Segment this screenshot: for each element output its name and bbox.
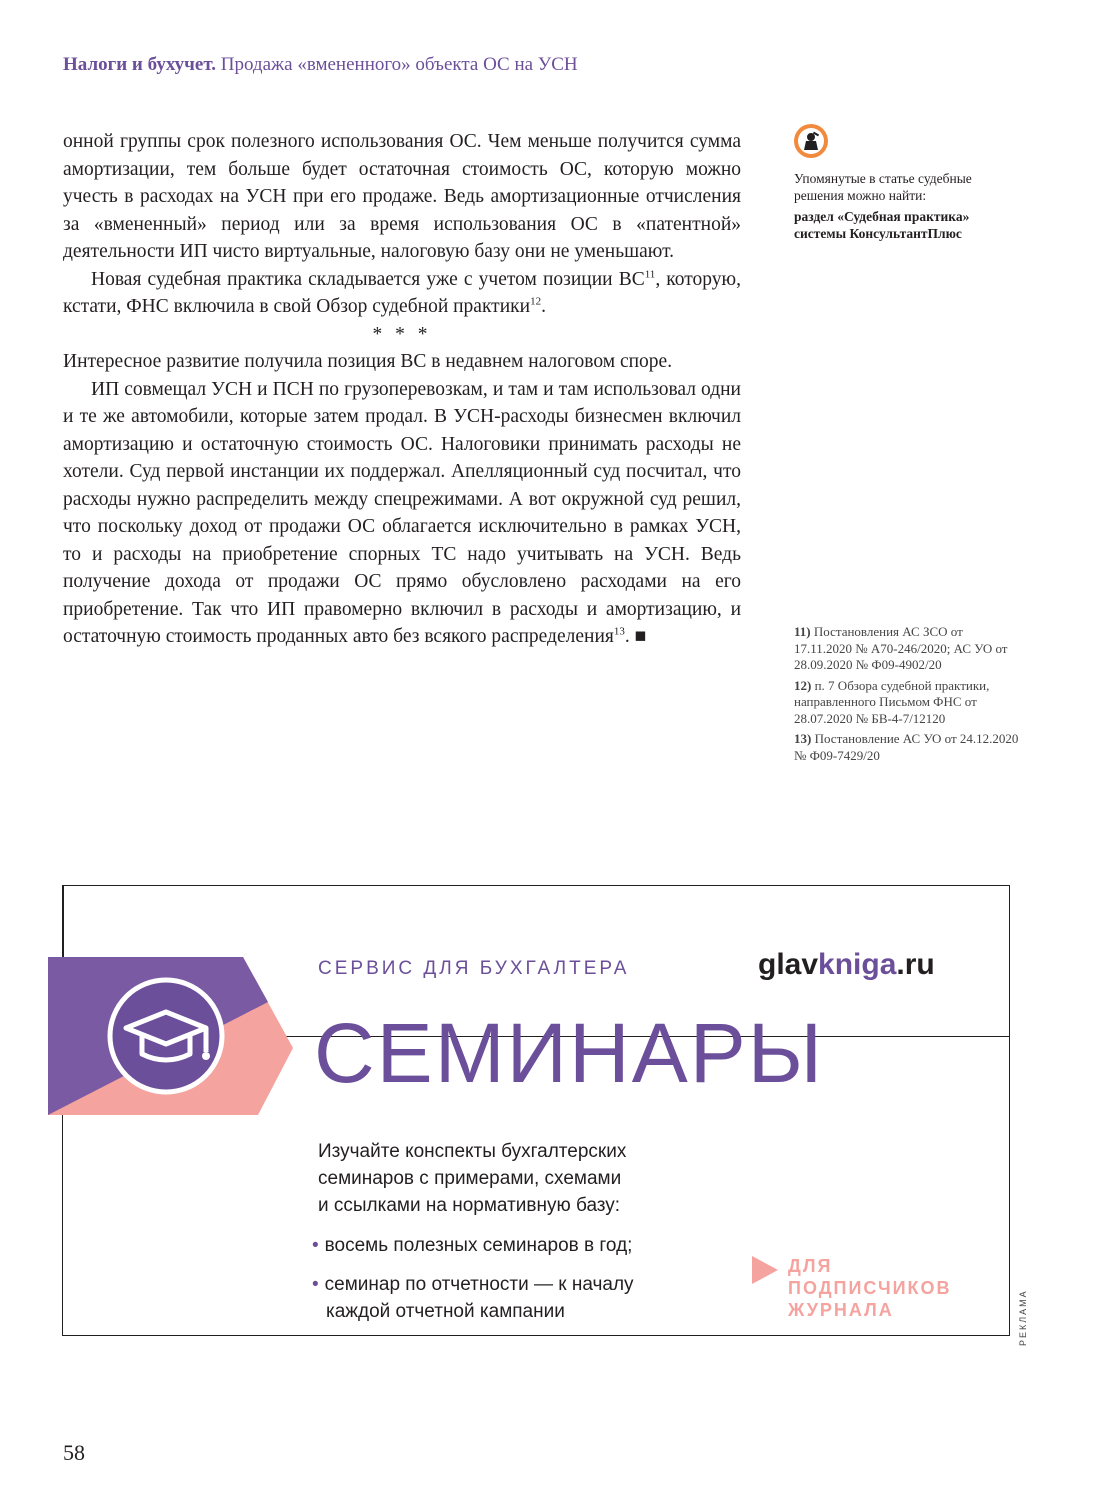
paragraph-4-end: . ■	[624, 626, 647, 647]
ad-service-label: СЕРВИС ДЛЯ БУХГАЛТЕРА	[318, 958, 630, 979]
footnote-ref-11: 11	[644, 268, 656, 280]
paragraph-3: Интересное развитие получила позиция ВС в недавнем налоговом споре.	[63, 351, 673, 372]
judge-icon	[794, 124, 828, 158]
running-header	[63, 54, 578, 76]
paragraph-4-text: ИП совмещал УСН и ПСН по грузоперевозкам, и там и там использовал одни и те же автомобили, которые затем продал. В УСН-расходы бизнесмен включил амортизацию и остаточную стоимость ОС. Налоговики принимать расходы не хотели. Суд первой инстанции их поддержал. Апелляционный суд посчитал, что расходы нужно распределить между спецрежимами. А вот окружной суд решил, что поскольку доход от продажи ОС облагается исключительно в рамках УСН, то и расходы на приобретение спорных ТС надо учитывать на УСН. Ведь получение дохода от продажи ОС прямо обусловлено расходами на его приобретение. Так что ИП правомерно включил в расходы и амортизацию, и остаточную стоимость проданных авто без всякого распределения	[63, 378, 741, 647]
site-part-1: glav	[758, 948, 819, 981]
ad-graphic	[48, 940, 293, 1140]
ad-description	[318, 1138, 626, 1219]
footnote-number: 12)	[794, 677, 812, 693]
paragraph-2-text-b: , которую, кстати, ФНС включила в свой Обзор судебной практики	[63, 268, 741, 317]
ad-desc-line: семинаров с примерами, схемами	[318, 1168, 622, 1189]
bullet-text-cont: каждой отчетной кампании	[326, 1301, 565, 1322]
footnote-ref-12: 12	[530, 295, 542, 308]
paragraph-2	[63, 266, 741, 321]
header-section: Налоги и бухучет.	[63, 54, 216, 75]
footnote-text: п. 7 Обзора судебной практики, направленного Письмом ФНС от 28.07.2020 № БВ-4-7/12120	[794, 677, 990, 726]
sub-line: ЖУРНАЛА	[788, 1300, 894, 1320]
sub-line: ПОДПИСЧИКОВ	[788, 1278, 952, 1298]
site-part-3: .ru	[896, 948, 935, 981]
bullet-text: восемь полезных семинаров в год;	[324, 1235, 633, 1256]
site-part-2: kniga	[818, 948, 897, 981]
ad-desc-line: Изучайте конспекты бухгалтерских	[318, 1141, 627, 1162]
footnote-ref-13: 13	[613, 625, 625, 638]
paragraph-2-text-c: .	[541, 296, 546, 317]
ad-label: РЕКЛАМА	[1018, 1289, 1028, 1346]
footnotes	[794, 624, 1024, 768]
footnote	[794, 731, 1024, 764]
footnote	[794, 624, 1024, 674]
bullet-dot-icon: •	[312, 1274, 319, 1295]
bullet-item	[312, 1271, 634, 1298]
bullet-item	[312, 1232, 634, 1259]
footnote-text: Постановления АС ЗСО от 17.11.2020 № А70-246/2020; АС УО от 28.09.2020 № Ф09-4902/20	[794, 624, 1008, 672]
ad-bullets	[312, 1232, 634, 1325]
paragraph-1: онной группы срок полезного использования ОС. Чем меньше получится сумма амортизации, тем больше будет остаточная стоимость ОС, которую можно учесть в расходах на УСН при его продаже. Ведь амортизационные отчисления за «вмененный» период или за время использования ОС в «патентной» деятельности ИП чисто виртуальные, налоговую базу они не уменьшают.	[63, 131, 741, 262]
ad-desc-line: и ссылками на нормативную базу:	[318, 1195, 621, 1216]
bullet-dot-icon: •	[312, 1235, 319, 1256]
paragraph-2-text-a: Новая судебная практика складывается уже с учетом позиции ВС	[91, 268, 645, 290]
sidebar-note-bold: раздел «Судебная практика» системы КонсультантПлюс	[794, 209, 970, 241]
footnote-number: 13)	[794, 731, 812, 746]
article-body	[63, 128, 741, 651]
ad-site-link[interactable]	[758, 948, 935, 982]
footnote	[794, 678, 1024, 728]
footnote-number: 11)	[794, 624, 811, 639]
header-title: Продажа «вмененного» объекта ОС на УСН	[220, 54, 578, 75]
paragraph-4	[63, 376, 741, 651]
sub-line: ДЛЯ	[788, 1256, 833, 1276]
bullet-text: семинар по отчетности — к началу	[324, 1274, 634, 1295]
section-divider: * * *	[372, 323, 432, 345]
play-arrow-icon	[752, 1256, 778, 1284]
sidebar-note	[794, 170, 1024, 242]
ad-subscribers-label	[788, 1255, 952, 1321]
page-number: 58	[63, 1440, 85, 1465]
sidebar-note-text: Упомянутые в статье судебные решения можно найти:	[794, 171, 972, 203]
ad-title: СЕМИНАРЫ	[314, 1006, 825, 1100]
footnote-text: Постановление АС УО от 24.12.2020 № Ф09-7429/20	[794, 731, 1019, 763]
